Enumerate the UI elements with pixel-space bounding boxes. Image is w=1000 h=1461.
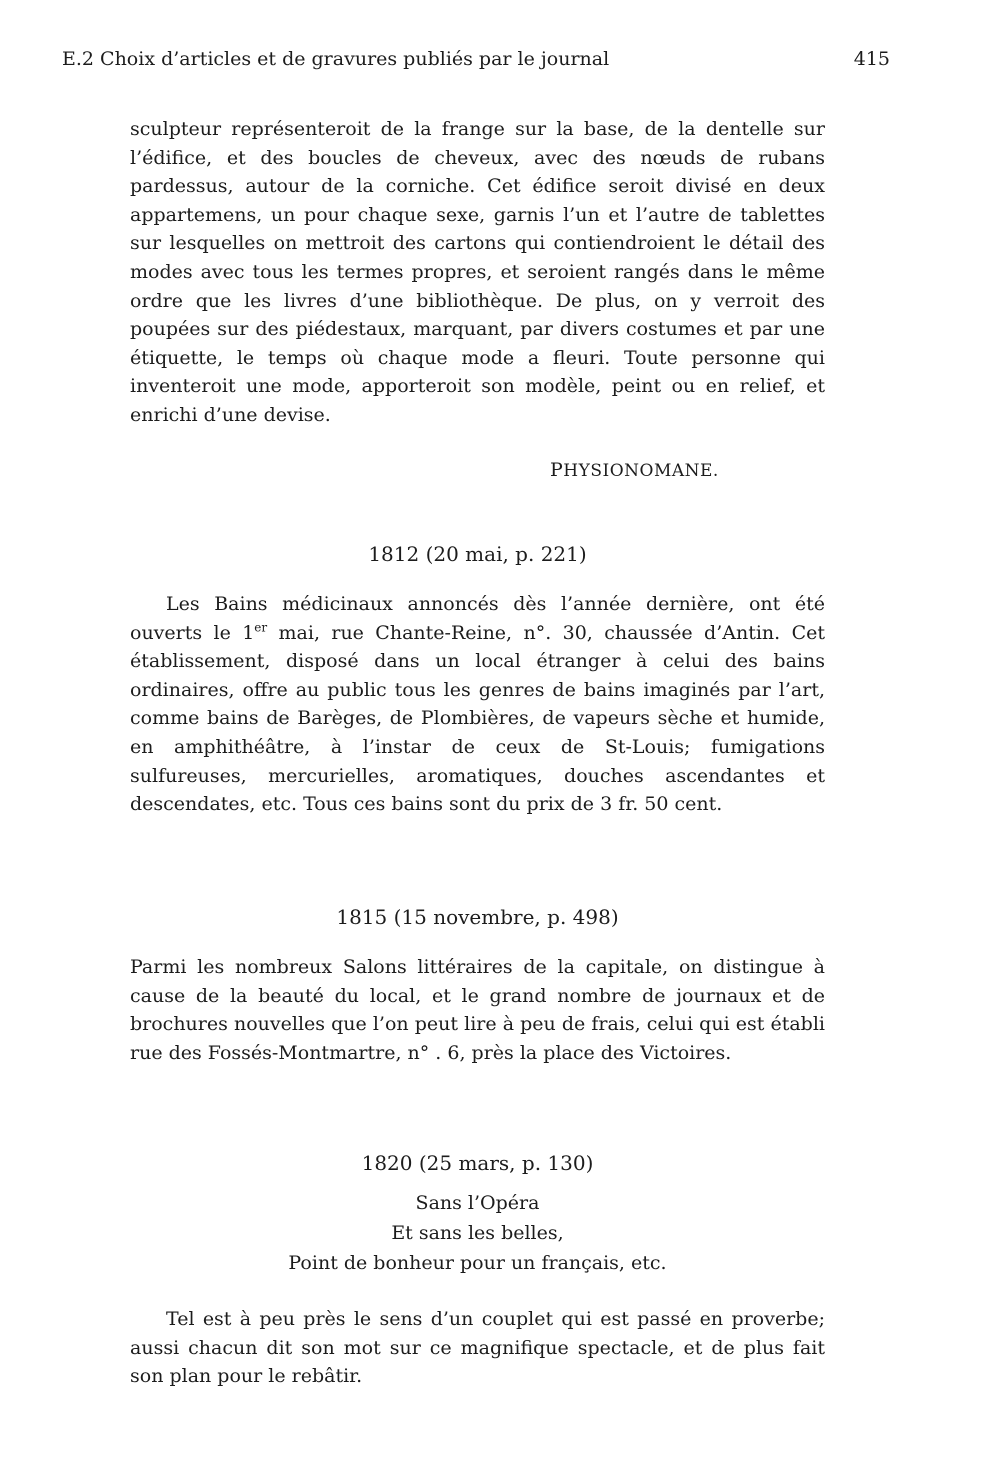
entry-1820-paragraph: Tel est à peu près le sens d’un couplet qui est passé en proverbe; aussi chacun dit son mot sur ce magnifique spectacle, et de plus fait son plan pour le rebâtir.: [130, 1308, 825, 1388]
entry-1812-paragraph: [130, 590, 825, 819]
entry-1812-block: [130, 590, 825, 819]
signature-initial: P: [550, 459, 564, 481]
running-head: [62, 44, 890, 78]
intro-paragraph-block: [130, 115, 825, 430]
intro-paragraph: sculpteur représenteroit de la frange sur la base, de la dentelle sur l’édifice, et des boucles de cheveux, avec des nœuds de rubans pardessus, autour de la corniche. Cet édifice seroit divisé en deux appartemens, un pour chaque sexe, garnis l’un et l’autre de tablettes sur lesquelles on mettroit des cartons qui contiendroient le détail des modes avec tous les termes propres, et seroient rangés dans le même ordre que les livres d’une bibliothèque. De plus, on y verroit des poupées sur des piédestaux, marquant, par divers costumes et par une étiquette, le temps où chaque mode a fleuri. Toute personne qui inventeroit une mode, apporteroit son modèle, peint ou en relief, et enrichi d’une devise.: [130, 118, 825, 426]
entry-1815-paragraph: Parmi les nombreux Salons littéraires de la capitale, on distingue à cause de la beauté du local, et le grand nombre de journaux et de brochures nouvelles que l’on peut lire à peu de frais, celui qui est établi rue des Fossés-Montmartre, n° . 6, près la place des Victoires.: [130, 956, 825, 1064]
ordinal-superscript: er: [254, 620, 268, 635]
entry-1812-heading: 1812 (20 mai, p. 221): [368, 542, 587, 566]
verse-line: Point de bonheur pour un français, etc.: [288, 1252, 667, 1274]
entry-1820-heading: 1820 (25 mars, p. 130): [361, 1151, 594, 1175]
entry-1815-heading: 1815 (15 novembre, p. 498): [336, 905, 619, 929]
entry-1815-block: [130, 953, 825, 1067]
entry-1812-text-end: mai, rue Chante-Reine, n°. 30, chaussée d’Antin. Cet établissement, disposé dans un local étranger à celui des bains ordinaires, offre au public tous les genres de bains imaginés par l’art, comme bains de Barèges, de Plombières, de vapeurs sèche et humide, en amphithéâtre, à l’instar de ceux de St-Louis; fumigations sulfureuses, mercurielles, aromatiques, douches ascendantes et descendates, etc. Tous ces bains sont du prix de 3 fr. 50 cent.: [130, 621, 825, 816]
section-title: E.2 Choix d’articles et de gravures publiés par le journal: [62, 48, 610, 70]
signature-rest: HYSIONOMANE.: [563, 461, 719, 481]
signature: [550, 456, 719, 485]
entry-1812-text-start: Les Bains médicinaux annoncés dès l’année dernière, ont été ouverts le 1: [130, 593, 825, 644]
entry-1820-block: [130, 1305, 825, 1391]
page-number: 415: [853, 48, 890, 70]
verse-line: Et sans les belles,: [391, 1222, 564, 1244]
verse-line: Sans l’Opéra: [415, 1192, 540, 1214]
verse-quote: [130, 1188, 825, 1278]
